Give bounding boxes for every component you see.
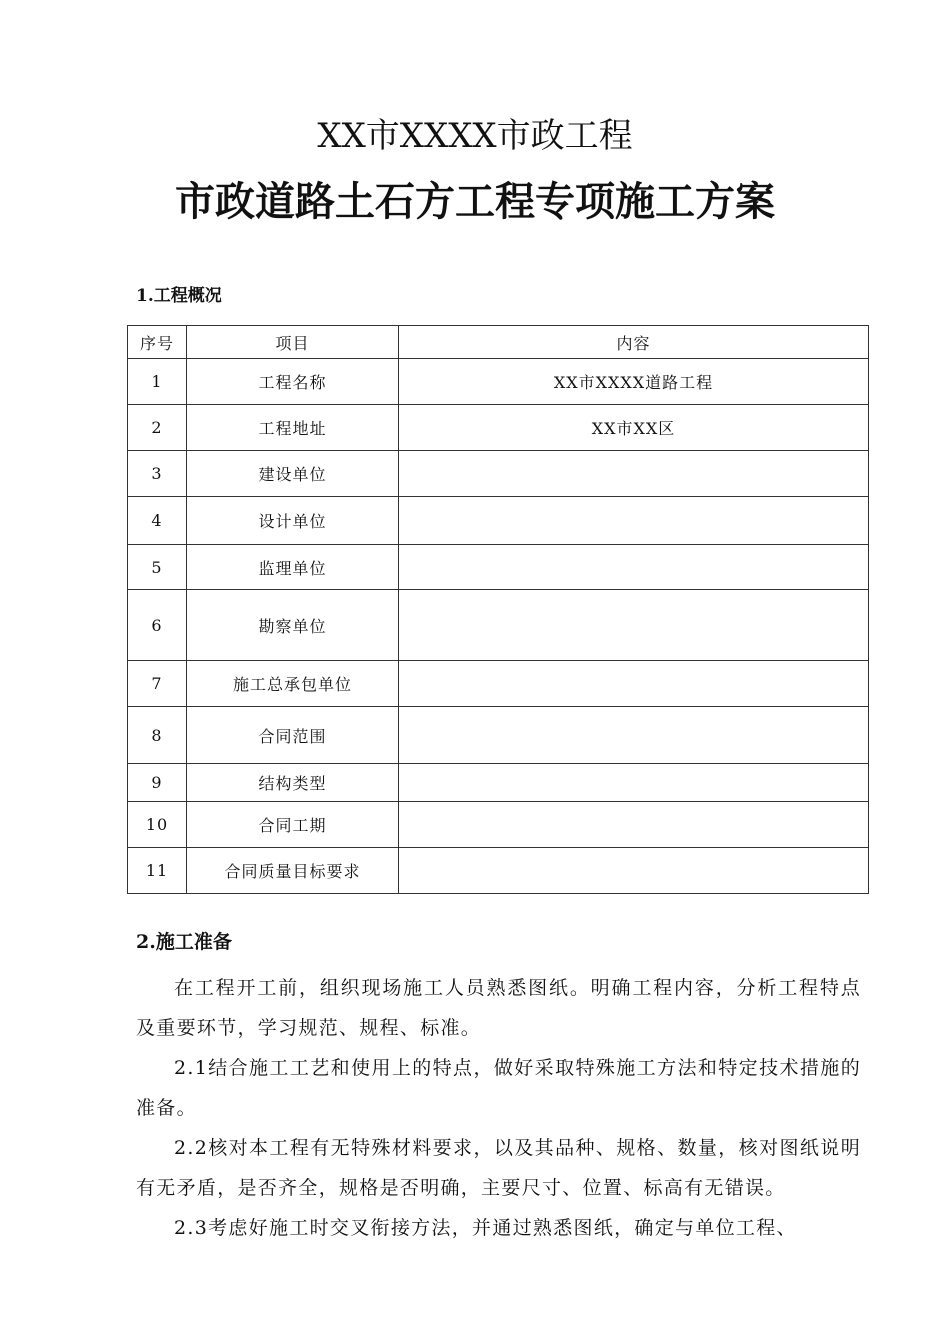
- row-no: 5: [128, 545, 187, 590]
- overview-table: [127, 325, 869, 894]
- section-heading-overview: 1.工程概况: [136, 286, 222, 306]
- table-row: [128, 405, 869, 451]
- table-row: [128, 848, 869, 894]
- paragraph: 2.3考虑好施工时交叉衔接方法，并通过熟悉图纸，确定与单位工程、: [174, 1217, 797, 1239]
- row-content: [399, 497, 869, 545]
- column-header-content: 内容: [399, 326, 869, 359]
- row-content: XX市XX区: [399, 405, 869, 451]
- paragraph: 在工程开工前，组织现场施工人员熟悉图纸。明确工程内容，分析工程特点及重要环节，学习规范、规程、标准。: [136, 977, 861, 1039]
- row-content: [399, 545, 869, 590]
- table-row: [128, 497, 869, 545]
- paragraph: 2.2核对本工程有无特殊材料要求，以及其品种、规格、数量，核对图纸说明有无矛盾，是否齐全，规格是否明确，主要尺寸、位置、标高有无错误。: [136, 1137, 861, 1199]
- row-item: 合同范围: [187, 707, 399, 764]
- row-content: [399, 661, 869, 707]
- row-item: 设计单位: [187, 497, 399, 545]
- row-content: [399, 451, 869, 497]
- preparation-body: [136, 968, 861, 1248]
- row-no: 11: [128, 848, 187, 894]
- document-subtitle: 市政道路土石方工程专项施工方案: [175, 178, 775, 225]
- row-content: [399, 802, 869, 848]
- table-row: [128, 590, 869, 661]
- table-row: [128, 764, 869, 802]
- row-item: 勘察单位: [187, 590, 399, 661]
- document-title: XX市XXXX市政工程: [317, 116, 633, 156]
- row-no: 7: [128, 661, 187, 707]
- column-header-item: 项目: [187, 326, 399, 359]
- row-item: 工程名称: [187, 359, 399, 405]
- table-row: [128, 802, 869, 848]
- row-item: 监理单位: [187, 545, 399, 590]
- row-content: [399, 707, 869, 764]
- row-content: [399, 848, 869, 894]
- row-item: 合同工期: [187, 802, 399, 848]
- row-no: 4: [128, 497, 187, 545]
- table-row: [128, 359, 869, 405]
- table-row: [128, 545, 869, 590]
- row-no: 1: [128, 359, 187, 405]
- row-no: 2: [128, 405, 187, 451]
- table-header-row: [128, 326, 869, 359]
- row-item: 合同质量目标要求: [187, 848, 399, 894]
- column-header-no: 序号: [128, 326, 187, 359]
- row-content: XX市XXXX道路工程: [399, 359, 869, 405]
- table-row: [128, 451, 869, 497]
- row-no: 8: [128, 707, 187, 764]
- paragraph: 2.1结合施工工艺和使用上的特点，做好采取特殊施工方法和特定技术措施的准备。: [136, 1057, 861, 1119]
- row-no: 3: [128, 451, 187, 497]
- table-row: [128, 661, 869, 707]
- table-row: [128, 707, 869, 764]
- row-item: 工程地址: [187, 405, 399, 451]
- row-content: [399, 764, 869, 802]
- row-item: 建设单位: [187, 451, 399, 497]
- row-no: 6: [128, 590, 187, 661]
- row-item: 施工总承包单位: [187, 661, 399, 707]
- row-content: [399, 590, 869, 661]
- row-no: 10: [128, 802, 187, 848]
- row-item: 结构类型: [187, 764, 399, 802]
- row-no: 9: [128, 764, 187, 802]
- section-heading-preparation: 2.施工准备: [136, 931, 232, 953]
